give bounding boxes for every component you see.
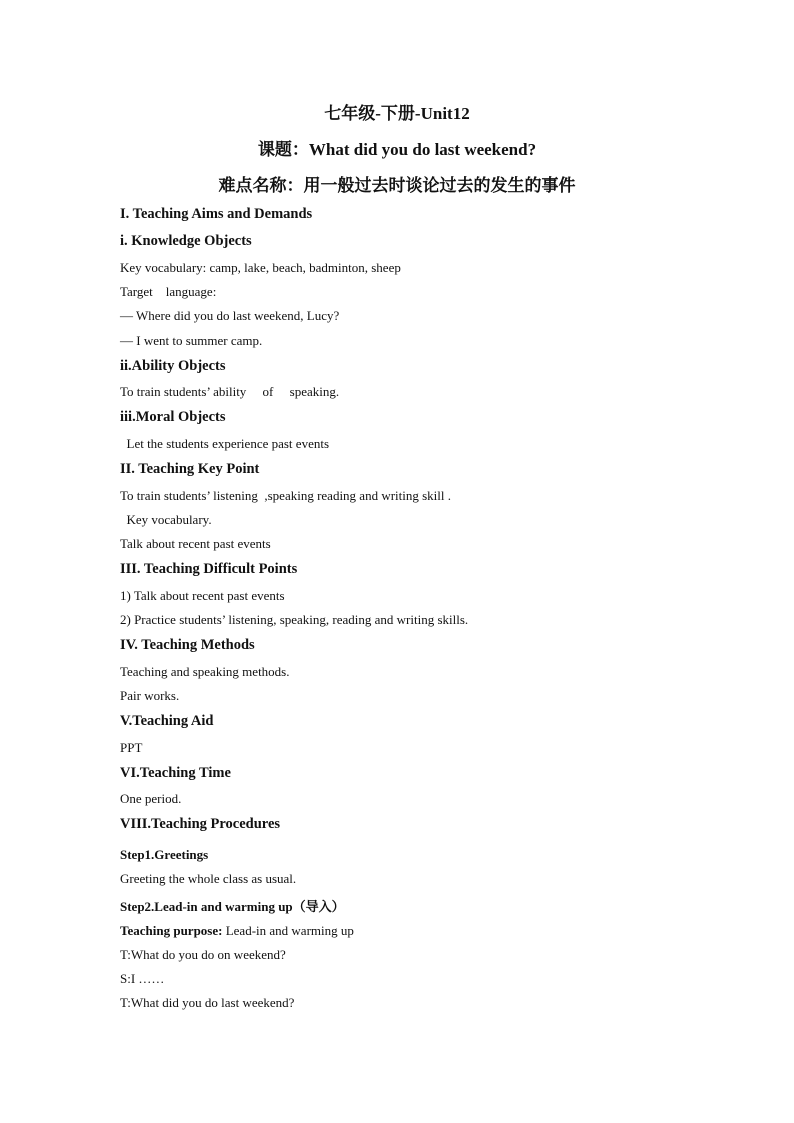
step1-heading: Step1.Greetings <box>120 847 209 862</box>
procedures-heading: VIII.Teaching Procedures <box>120 816 281 832</box>
time-heading: VI.Teaching Time <box>120 765 231 781</box>
step2-heading: Step2.Lead-in and warming up（导入） <box>120 899 345 914</box>
methods-heading: IV. Teaching Methods <box>120 637 255 653</box>
student-answer-1: S:I …… <box>120 971 165 986</box>
ability-text: To train students’ ability of speaking. <box>120 384 340 399</box>
difficult-point-2: 2) Practice students’ listening, speaking, reading and writing skills. <box>120 612 469 627</box>
difficult-points-heading: III. Teaching Difficult Points <box>120 561 298 577</box>
teaching-purpose-text: Lead-in and warming up <box>222 923 354 938</box>
key-point-line-1: To train students’ listening ,speaking reading and writing skill . <box>120 488 452 503</box>
key-point-line-3: Talk about recent past events <box>120 536 271 551</box>
methods-line-1: Teaching and speaking methods. <box>120 664 290 679</box>
difficult-point-1: 1) Talk about recent past events <box>120 588 285 603</box>
moral-heading: iii.Moral Objects <box>120 409 226 425</box>
teaching-purpose-line <box>120 923 354 939</box>
teacher-question-2: T:What did you do last weekend? <box>120 995 295 1010</box>
aid-heading: V.Teaching Aid <box>120 713 214 729</box>
time-text: One period. <box>120 791 182 806</box>
methods-line-2: Pair works. <box>120 688 180 703</box>
key-point-heading: II. Teaching Key Point <box>120 461 260 477</box>
grade-title: 七年级-下册-Unit12 <box>324 104 470 123</box>
aims-heading: I. Teaching Aims and Demands <box>120 206 313 222</box>
dialogue-question: — Where did you do last weekend, Lucy? <box>120 308 340 323</box>
step1-text: Greeting the whole class as usual. <box>120 871 297 886</box>
ability-heading: ii.Ability Objects <box>120 358 226 374</box>
teaching-purpose-label: Teaching purpose: <box>120 923 223 938</box>
aid-text: PPT <box>120 740 143 755</box>
moral-text: Let the students experience past events <box>120 436 330 451</box>
topic-title: 课题：What did you do last weekend? <box>257 140 537 159</box>
dialogue-answer: — I went to summer camp. <box>120 333 263 348</box>
teacher-question-1: T:What do you do on weekend? <box>120 947 286 962</box>
target-language-label: Target language: <box>120 284 217 299</box>
key-vocabulary-text: Key vocabulary: camp, lake, beach, badminton, sheep <box>120 260 401 275</box>
key-point-line-2: Key vocabulary. <box>120 512 212 527</box>
difficulty-title: 难点名称：用一般过去时谈论过去的发生的事件 <box>218 176 576 195</box>
knowledge-heading: i. Knowledge Objects <box>120 233 252 249</box>
